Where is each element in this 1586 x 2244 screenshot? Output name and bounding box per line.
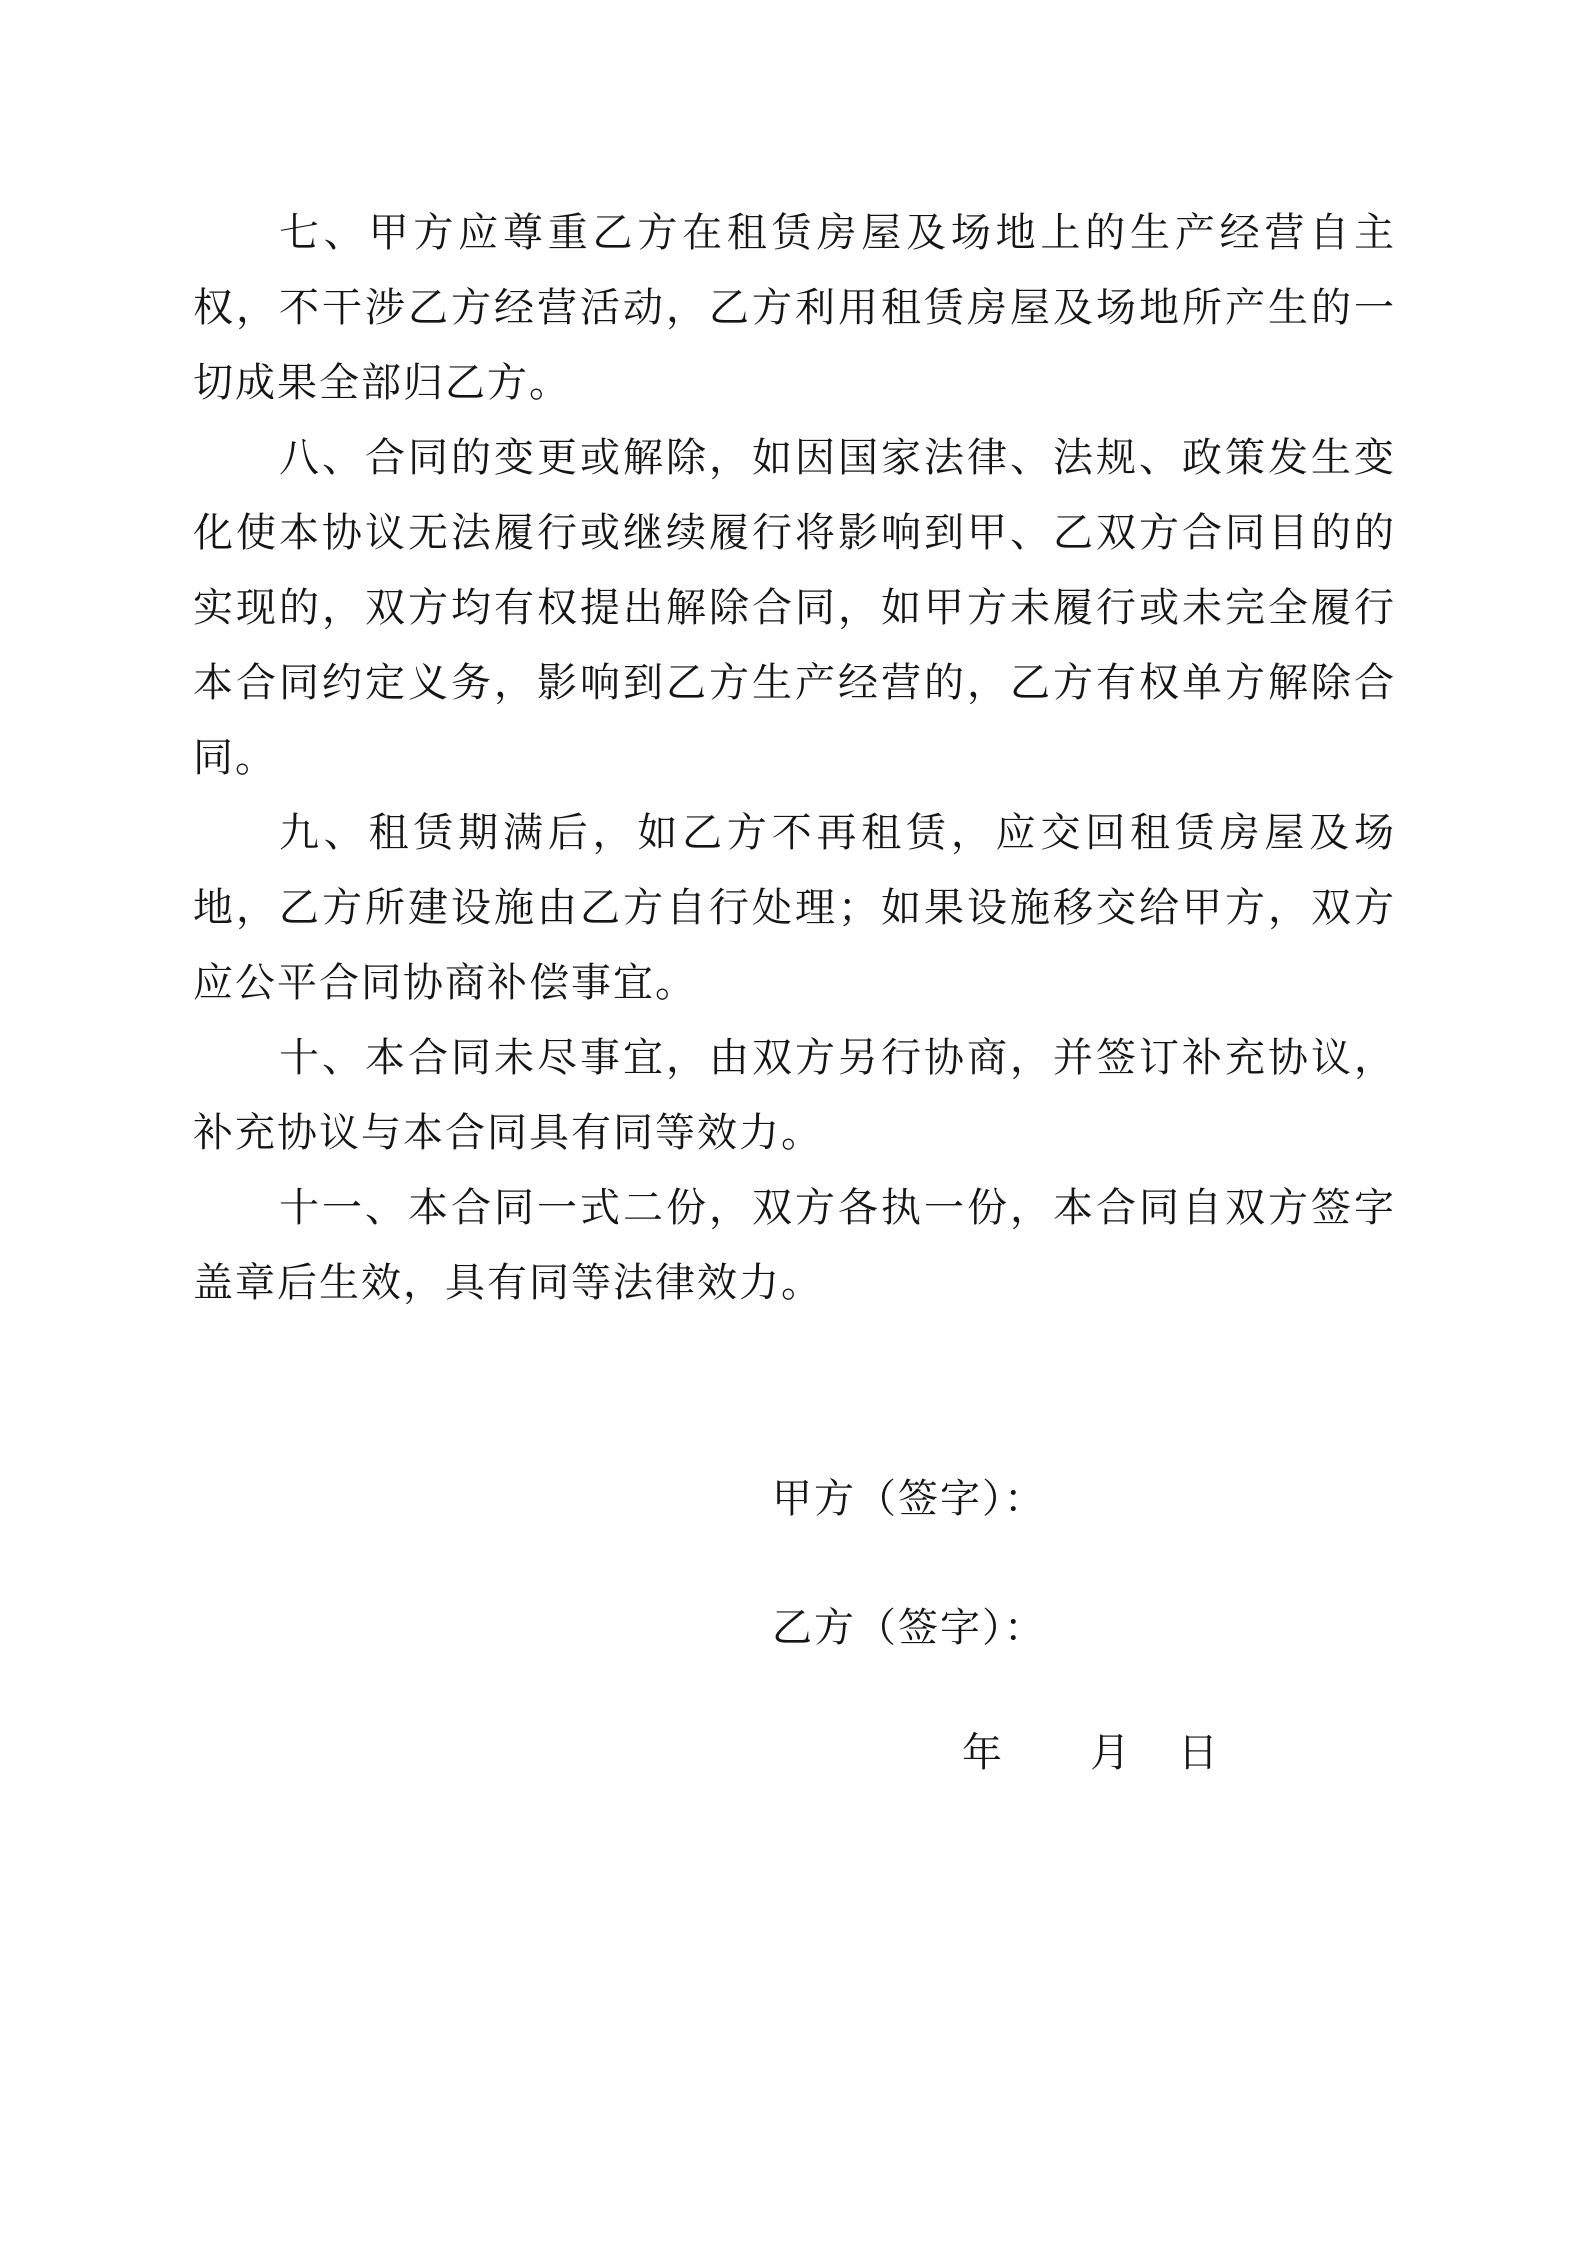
clause-11: 十一、本合同一式二份，双方各执一份，本合同自双方签字盖章后生效，具有同等法律效力。 (193, 1185, 1396, 1306)
party-b-signature-label: 乙方（签字）： (772, 1605, 1046, 1651)
date-year-label: 年 (962, 1730, 1002, 1776)
date-day-label: 日 (1178, 1730, 1218, 1776)
contract-body (193, 196, 1396, 1321)
clause-8: 八、合同的变更或解除，如因国家法律、法规、政策发生变化使本协议无法履行或继续履行将影响到甲、乙双方合同目的的实现的，双方均有权提出解除合同，如甲方未履行或未完全履行本合同约定义务，影响到乙方生产经营的，乙方有权单方解除合同。 (193, 435, 1396, 781)
clause-10: 十、本合同未尽事宜，由双方另行协商，并签订补充协议，补充协议与本合同具有同等效力。 (193, 1035, 1396, 1156)
date-month-label: 月 (1090, 1730, 1130, 1776)
party-a-signature-label: 甲方（签字）： (772, 1476, 1046, 1522)
clause-7: 七、甲方应尊重乙方在租赁房屋及场地上的生产经营自主权，不干涉乙方经营活动，乙方利用租赁房屋及场地所产生的一切成果全部归乙方。 (193, 210, 1396, 406)
clause-9: 九、租赁期满后，如乙方不再租赁，应交回租赁房屋及场地，乙方所建设施由乙方自行处理；如果设施移交给甲方，双方应公平合同协商补偿事宜。 (193, 810, 1396, 1006)
